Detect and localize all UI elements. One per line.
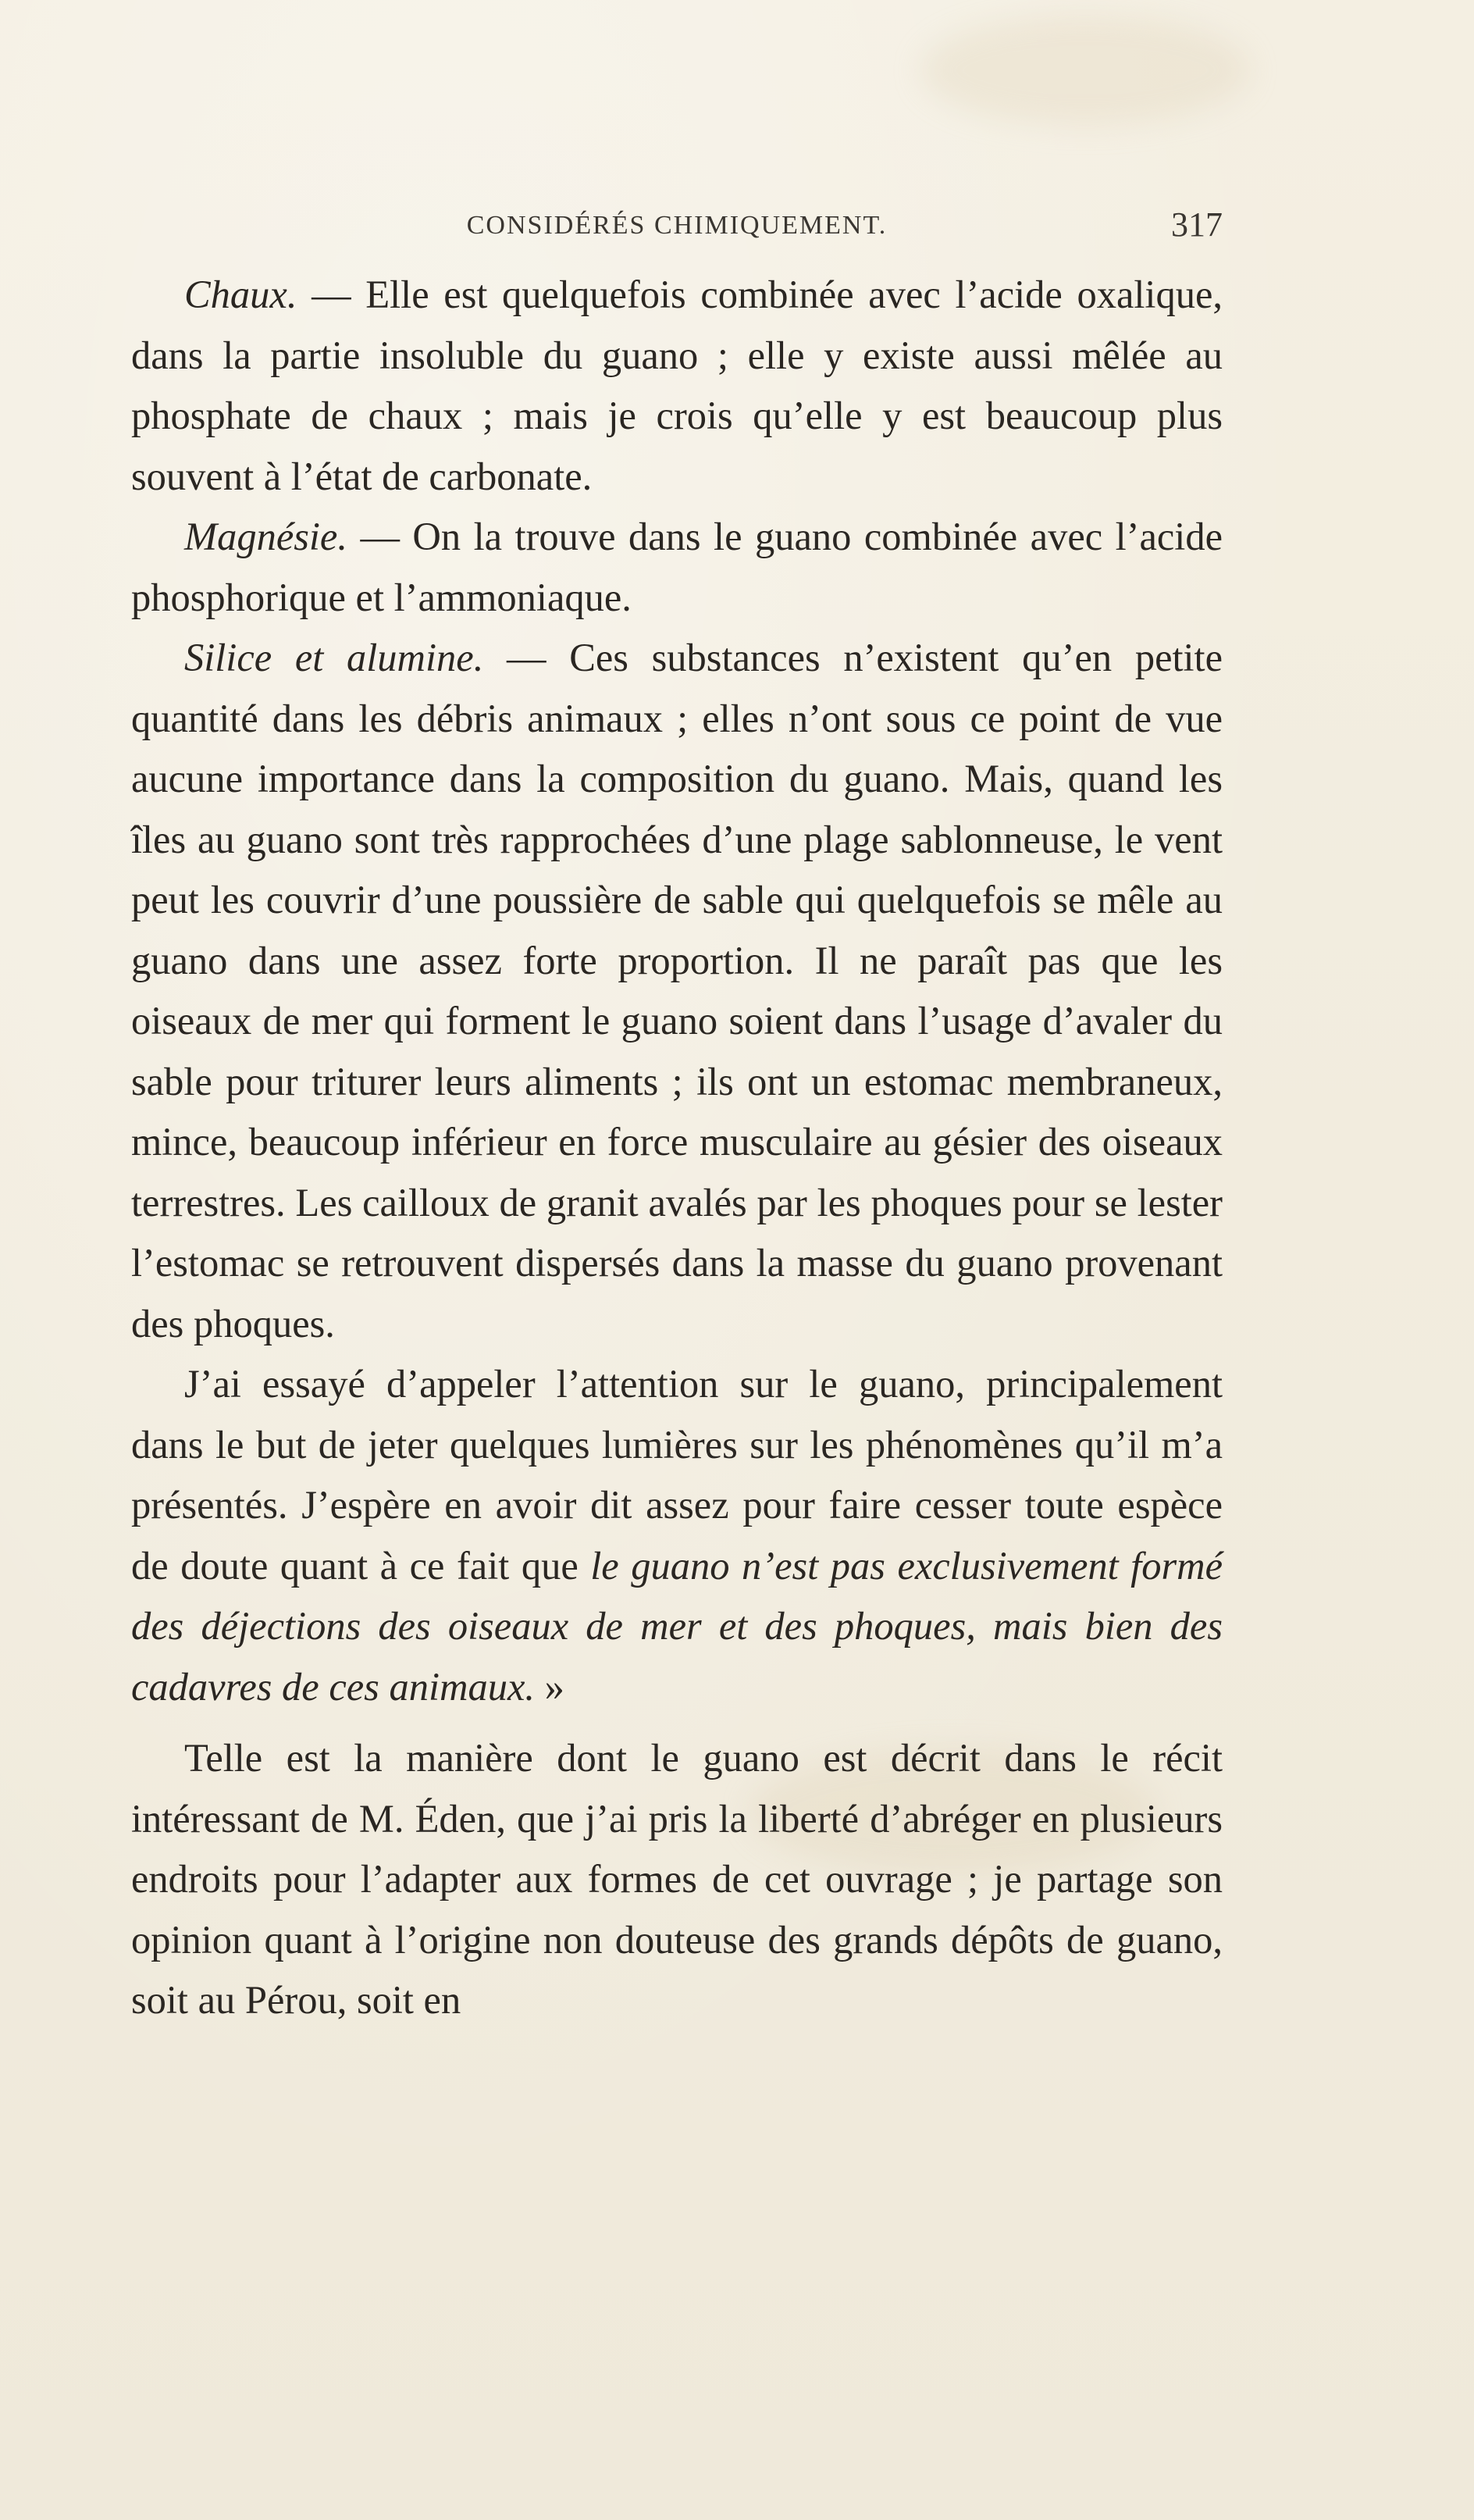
running-title: CONSIDÉRÉS CHIMIQUEMENT. (466, 211, 888, 240)
paragraph-text: — Elle est quelquefois combinée avec l’acide oxalique, dans la partie insoluble du guano ; elle y existe aussi mêlée au phosphate de chaux ; mais je crois qu’elle y est beaucoup plus souvent à l’état de carbonate. (131, 273, 1223, 498)
paragraph-silice (131, 628, 1223, 1354)
body-text (131, 265, 1223, 2031)
closing-quote: » (534, 1664, 564, 1709)
paragraph-chaux (131, 265, 1223, 507)
paragraph-final (131, 1728, 1223, 2031)
paragraph-text: J’ai essayé d’appeler l’attention sur le guano, principalement dans le but de jeter quelques lumières sur les phénomènes qu’il m’a présentés. J’espère en avoir dit assez pour faire cesser toute espèce de doute quant à ce fait que (131, 1362, 1223, 1588)
paragraph-lead: Silice et alumine. (184, 636, 484, 679)
paper-stain (921, 16, 1249, 125)
paragraph-magnesie (131, 507, 1223, 628)
paragraph-text: — Ces substances n’existent qu’en petite quantité dans les débris animaux ; elles n’ont sous ce point de vue aucune importance dans la composition du guano. Mais, quand les îles au guano sont très rapprochées d’une plage sablonneuse, le vent peut les couvrir d’une poussière de sable qui quelquefois se mêle au guano dans une assez forte proportion. Il ne paraît pas que les oiseaux de mer qui forment le guano soient dans l’usage d’avaler du sable pour triturer leurs aliments ; ils ont un estomac membraneux, mince, beaucoup inférieur en force musculaire au gésier des oiseaux terrestres. Les cailloux de granit avalés par les phoques pour se lester l’estomac se retrouvent dispersés dans la masse du guano provenant des phoques. (131, 636, 1223, 1346)
paragraph-lead: Chaux. (184, 273, 297, 316)
emphasized-text: le guano n’est pas exclusivement formé des déjections des oiseaux de mer et des phoques, mais bien des cadavres de ces animaux. (131, 1543, 1223, 1709)
page-header (131, 205, 1223, 251)
paragraph-text: Telle est la manière dont le guano est décrit dans le récit intéressant de M. Éden, que j’ai pris la liberté d’abréger en plusieurs endroits pour l’adapter aux formes de cet ouvrage ; je partage son opinion quant à l’origine non douteuse des grands dépôts de guano, soit au Pérou, soit en (131, 1736, 1223, 2022)
paragraph-lead: Magnésie. (184, 515, 347, 558)
paragraph-conclusion (131, 1354, 1223, 1717)
page-number: 317 (1171, 205, 1223, 244)
paragraph-text: — On la trouve dans le guano combinée avec l’acide phosphorique et l’ammoniaque. (131, 515, 1223, 619)
